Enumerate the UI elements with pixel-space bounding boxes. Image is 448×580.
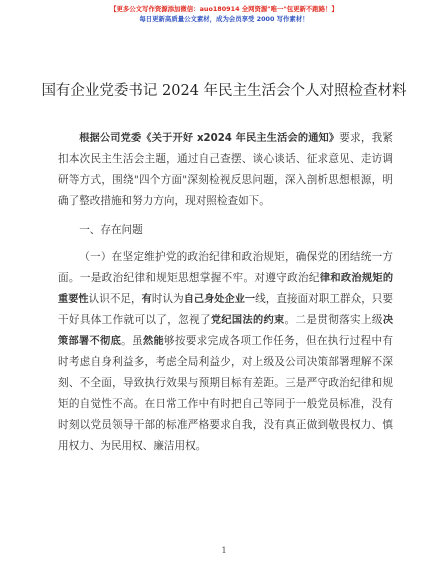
section-heading: 一、存在问题	[79, 224, 143, 236]
p1-keyword-5: 决策部署不彻底	[58, 315, 393, 347]
page-number: 1	[221, 546, 227, 555]
p1-text-a: （一）在坚定维护党的政治纪律和政治规矩，确保党的团结统一方面。一是政治纪律和规矩思想掌握不牢。对遵守政治纪	[58, 251, 393, 284]
document-body	[58, 128, 393, 457]
p1-text-b: 认识不足，	[88, 293, 142, 305]
p1-keyword-3: 自己身处企业一	[183, 294, 256, 305]
p1-keyword-1: 律和政治规矩的重要性	[58, 273, 394, 305]
p1-keyword-4: 党纪国法的约束	[210, 315, 285, 326]
paragraph-1	[58, 247, 393, 457]
promo-banner	[0, 4, 448, 24]
p1-text-e: 。二是贯彻落实上级	[284, 314, 383, 326]
p1-text-d: 线，直接面对职工群众，只要干好具体工作就可以了，忽视了	[58, 293, 394, 326]
p1-keyword-2: 有	[141, 294, 152, 305]
intro-text: 要求，我紧扣本次民主生活会主题，通过自己查摆、谈心谈话、征求意见、走访调研等方式，围绕"四个方面"深刻检视反思问题，深入剖析思想根源，明确了整改措施和努力方向，现对照检查如下。	[58, 132, 393, 207]
intro-paragraph	[58, 128, 393, 212]
p1-text-f: 。虽	[121, 335, 143, 347]
promo-banner-line-2: 每日更新高质量公文素材，成为会员享受 2000 写作素材！	[139, 15, 309, 23]
p1-text-c: 时认为	[151, 293, 184, 305]
intro-lead: 根据公司党委《关于开好 x2024 年民主生活会的通知》	[79, 133, 340, 144]
promo-banner-line-1: 【更多公文写作资源添加微信：auo180914 全网资源"唯一"包更新不跑路！】	[110, 5, 338, 13]
document-title: 国有企业党委书记 2024 年民主生活会个人对照检查材料	[41, 83, 407, 99]
p1-text-g: 够按要求完成各项工作任务，但在执行过程中有时考虑自身利益多，考虑全局利益少，对上级及公司决策部署理解不深刻、不全面，导致执行效果与预期目标有差距。三是严守政治纪律和规矩的自觉性不高。在日常工作中有时把自己等同于一般党员标准，没有时刻以党员领导干部的标准严格要求自我，没有真正做到敬畏权力、慎用权力、为民用权、廉洁用权。	[58, 335, 393, 452]
p1-keyword-6: 然能	[142, 336, 164, 347]
